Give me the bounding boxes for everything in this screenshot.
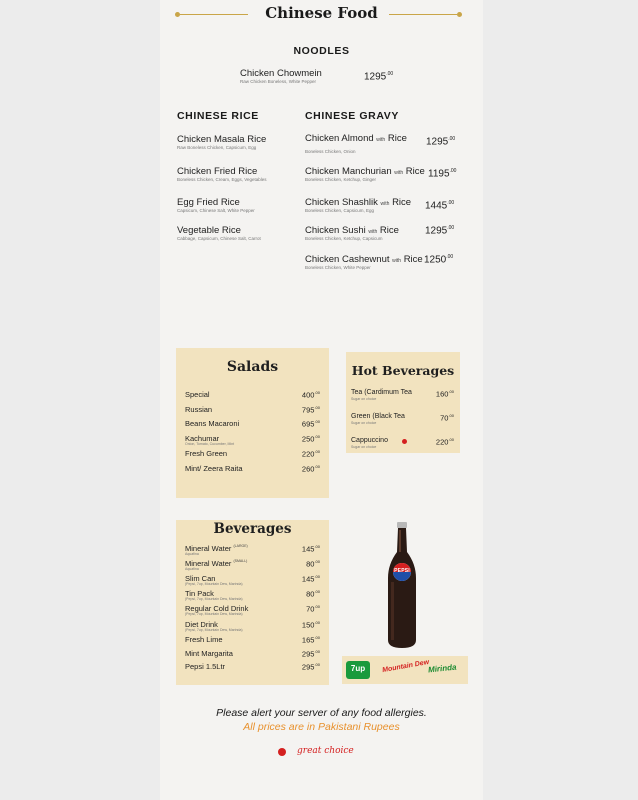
item-desc: (Pepsi, 7up, Mountain Dew, Marinda): [185, 597, 243, 601]
price-cents: .00: [314, 604, 320, 609]
item-name: Chicken Chowmein: [240, 68, 322, 79]
item-price: [306, 604, 320, 614]
item-name: Mint/ Zeera Raita: [185, 464, 243, 473]
price-value: 80: [306, 589, 315, 599]
salad-row: [185, 405, 320, 417]
item-name: Vegetable Rice: [177, 225, 241, 236]
price-value: 160: [435, 389, 449, 399]
item-desc: Boneless Chicken, Onion: [305, 149, 356, 154]
price-cents: .00: [314, 434, 320, 439]
item-name: [305, 133, 407, 144]
gravy-item: [305, 133, 407, 154]
rice-suffix: Rice: [392, 197, 412, 208]
salad-row: [185, 464, 320, 476]
dish-name: Chicken Cashewnut: [305, 254, 390, 265]
allergy-note: Please alert your server of any food allergies.: [216, 707, 427, 719]
chinese-gravy-heading: CHINESE GRAVY: [305, 110, 399, 122]
name-text: Mineral Water: [185, 559, 232, 568]
noodles-price: [364, 71, 393, 82]
price-cents: .00: [314, 635, 320, 640]
price-cents: .00: [314, 419, 320, 424]
price-cents: .00: [314, 544, 320, 549]
item-desc: Sugar on choice: [351, 397, 377, 401]
item-desc: Raw Boneless Chicken, Capsicum, Egg: [177, 145, 257, 150]
item-name: Diet Drink: [185, 620, 218, 629]
noodles-item: [240, 68, 322, 84]
item-desc: Aquafina: [185, 567, 199, 571]
price-value: 165: [301, 635, 315, 645]
price-cents: .00: [314, 559, 320, 564]
item-desc: Capsicum, Chinese Salt, White Pepper: [177, 208, 255, 213]
beverage-row: [185, 649, 320, 661]
size-tag: (SMALL): [233, 559, 248, 563]
price-cents: .00: [314, 390, 320, 395]
salad-row: [185, 434, 320, 446]
item-name: [305, 225, 399, 236]
item-name: Special: [185, 390, 210, 399]
price-cents: .00: [447, 225, 455, 231]
item-price: [302, 620, 320, 630]
price-cents: .00: [447, 200, 455, 206]
item-name: [305, 166, 425, 177]
noodles-heading: NOODLES: [293, 45, 350, 57]
price-value: 145: [301, 544, 315, 554]
red-dot-icon: [278, 748, 286, 756]
beverage-row: [185, 635, 320, 647]
price-cents: .00: [386, 71, 394, 77]
gravy-item: [305, 254, 423, 270]
price-value: 1445: [425, 200, 448, 212]
item-price: [302, 434, 320, 444]
item-desc: (Pepsi, 7up, Mountain Dew, Marinda): [185, 612, 243, 616]
item-name: [305, 197, 411, 208]
salad-row: [185, 390, 320, 402]
beverages-panel: [176, 520, 329, 685]
item-name: Tea (Cardimum Tea: [351, 389, 412, 396]
salad-row: [185, 449, 320, 461]
item-desc: Boneless Chicken, Ketchup, Ginger: [305, 177, 377, 182]
item-price: [436, 389, 454, 399]
with-label: with: [376, 137, 386, 143]
price-value: 795: [301, 405, 315, 415]
hot-beverages-panel: [346, 352, 460, 453]
item-price: [302, 449, 320, 459]
price-value: 260: [301, 464, 315, 474]
item-name: Pepsi 1.5Ltr: [185, 662, 226, 671]
bottle-label: PEPSI: [394, 568, 410, 574]
pepsi-bottle-icon: [380, 522, 424, 650]
price-cents: .00: [446, 254, 454, 260]
item-price: [302, 649, 320, 659]
item-price: [436, 437, 454, 447]
item-price: [302, 544, 320, 554]
gravy-price: [426, 136, 455, 147]
price-value: 1295: [426, 136, 449, 148]
gravy-price: [425, 225, 454, 236]
rice-suffix: Rice: [379, 225, 399, 236]
gravy-price: [428, 168, 456, 179]
price-value: 695: [301, 419, 315, 429]
price-value: 220: [301, 449, 315, 459]
7up-logo-text: 7up: [350, 664, 366, 673]
gravy-price: [424, 254, 453, 265]
brand-strip: [342, 656, 468, 684]
salads-panel: [176, 348, 329, 498]
salad-row: [185, 419, 320, 431]
item-name: Regular Cold Drink: [185, 604, 249, 613]
7up-logo-icon: [346, 661, 370, 679]
item-price: [302, 405, 320, 415]
with-label: with: [380, 201, 390, 207]
item-name: Kachumar: [185, 434, 220, 443]
item-name: Slim Can: [185, 574, 216, 583]
price-cents: .00: [449, 168, 457, 174]
item-desc: (Pepsi, 7up, Mountain Dew, Marinda): [185, 582, 243, 586]
with-label: with: [368, 229, 378, 235]
pepsi-bottle-image: [380, 522, 424, 650]
rice-item: [177, 225, 261, 241]
chinese-rice-heading: CHINESE RICE: [177, 110, 259, 122]
item-name: Tin Pack: [185, 589, 214, 598]
hot-beverages-heading: Hot Beverages: [351, 363, 455, 378]
red-dot-icon: [402, 439, 407, 444]
dish-name: Chicken Manchurian: [305, 166, 392, 177]
price-cents: .00: [448, 413, 454, 418]
gravy-item: [305, 166, 425, 182]
item-desc: Raw Chicken Boneless, White Pepper: [240, 79, 317, 84]
currency-note: All prices are in Pakistani Rupees: [243, 721, 400, 733]
price-cents: .00: [314, 620, 320, 625]
item-desc: Sugar on choice: [351, 445, 377, 449]
price-value: 400: [301, 390, 315, 400]
price-value: 1295: [364, 71, 387, 83]
item-name: Green (Black Tea: [351, 413, 405, 420]
item-name: Beans Macaroni: [185, 419, 240, 428]
dish-name: Chicken Shashlik: [305, 197, 378, 208]
price-value: 1295: [425, 225, 448, 237]
price-value: 1195: [428, 168, 450, 180]
item-name: Egg Fried Rice: [177, 197, 240, 208]
rice-item: [177, 166, 267, 182]
size-tag: (LARGE): [233, 544, 248, 548]
page-title: Chinese Food: [265, 4, 378, 22]
price-cents: .00: [314, 589, 320, 594]
rice-suffix: Rice: [387, 133, 407, 144]
item-price: [306, 559, 320, 569]
item-name: Cappuccino: [351, 437, 388, 444]
hot-beverage-row: [351, 389, 454, 401]
beverage-row: [185, 559, 320, 571]
gravy-item: [305, 225, 399, 241]
price-cents: .00: [448, 437, 454, 442]
price-value: 145: [301, 574, 315, 584]
menu-page: [160, 0, 483, 800]
price-value: 295: [301, 649, 315, 659]
price-cents: .00: [314, 464, 320, 469]
item-desc: Boneless Chicken, Ketchup, Capsicum: [305, 236, 383, 241]
item-price: [306, 589, 320, 599]
price-cents: .00: [314, 574, 320, 579]
item-price: [302, 635, 320, 645]
rice-item: [177, 134, 266, 150]
item-name: Mint Margarita: [185, 649, 233, 658]
dish-name: Chicken Sushi: [305, 225, 366, 236]
price-value: 250: [301, 434, 315, 444]
price-cents: .00: [314, 649, 320, 654]
item-desc: Boneless Chicken, Capsicum, Egg: [305, 208, 375, 213]
item-desc: Boneless Chicken, White Pepper: [305, 265, 371, 270]
item-desc: Boneless Chicken, Cream, Eggs, Vegetables: [177, 177, 267, 182]
right-ornament-dot: [457, 12, 462, 17]
title-row: [160, 4, 483, 26]
item-desc: (Pepsi, 7up, Mountain Dew, Marinda): [185, 628, 243, 632]
item-price: [302, 464, 320, 474]
item-price: [302, 390, 320, 400]
price-cents: .00: [314, 405, 320, 410]
item-desc: Cabbage, Capsicum, Chinese Salt, Carrot: [177, 236, 261, 241]
item-name: [305, 254, 423, 265]
name-text: Mineral Water: [185, 544, 232, 553]
price-cents: .00: [448, 389, 454, 394]
beverage-row: [185, 589, 320, 601]
price-value: 70: [306, 604, 315, 614]
price-value: 220: [435, 437, 449, 447]
item-name: Russian: [185, 405, 213, 414]
price-value: 70: [440, 413, 449, 423]
gravy-price: [425, 200, 454, 211]
item-desc: Sugar on choice: [351, 421, 377, 425]
price-cents: .00: [314, 449, 320, 454]
rice-item: [177, 197, 255, 213]
item-desc: Aquafina: [185, 552, 199, 556]
beverage-row: [185, 662, 320, 674]
beverage-row: [185, 620, 320, 632]
price-value: 1250: [424, 254, 447, 266]
salads-heading: Salads: [226, 359, 279, 375]
item-name: Fresh Lime: [185, 635, 223, 644]
rice-suffix: Rice: [405, 166, 425, 177]
beverage-row: [185, 604, 320, 616]
mountain-dew-logo: Mountain Dew: [381, 658, 430, 675]
item-desc: Onion, Tomato, Cucumber, Mint: [185, 442, 235, 446]
item-name: Fresh Green: [185, 449, 228, 458]
mirinda-logo: Mirinda: [427, 662, 457, 675]
item-price: [440, 413, 454, 423]
gravy-item: [305, 197, 411, 213]
great-choice-badge: great choice: [297, 746, 354, 756]
rice-suffix: Rice: [403, 254, 423, 265]
beverages-heading: Beverages: [213, 521, 292, 537]
hot-beverage-row: [351, 413, 454, 425]
beverage-row: [185, 544, 320, 556]
item-price: [302, 662, 320, 672]
price-cents: .00: [314, 662, 320, 667]
item-name: Chicken Fried Rice: [177, 166, 258, 177]
item-price: [302, 419, 320, 429]
item-price: [302, 574, 320, 584]
beverage-row: [185, 574, 320, 586]
dish-name: Chicken Almond: [305, 133, 374, 144]
price-cents: .00: [448, 136, 456, 142]
with-label: with: [394, 170, 404, 176]
price-value: 295: [301, 662, 315, 672]
price-value: 150: [301, 620, 315, 630]
price-value: 80: [306, 559, 315, 569]
right-ornament-line: [389, 14, 457, 15]
with-label: with: [392, 258, 402, 264]
item-name: Chicken Masala Rice: [177, 134, 267, 145]
